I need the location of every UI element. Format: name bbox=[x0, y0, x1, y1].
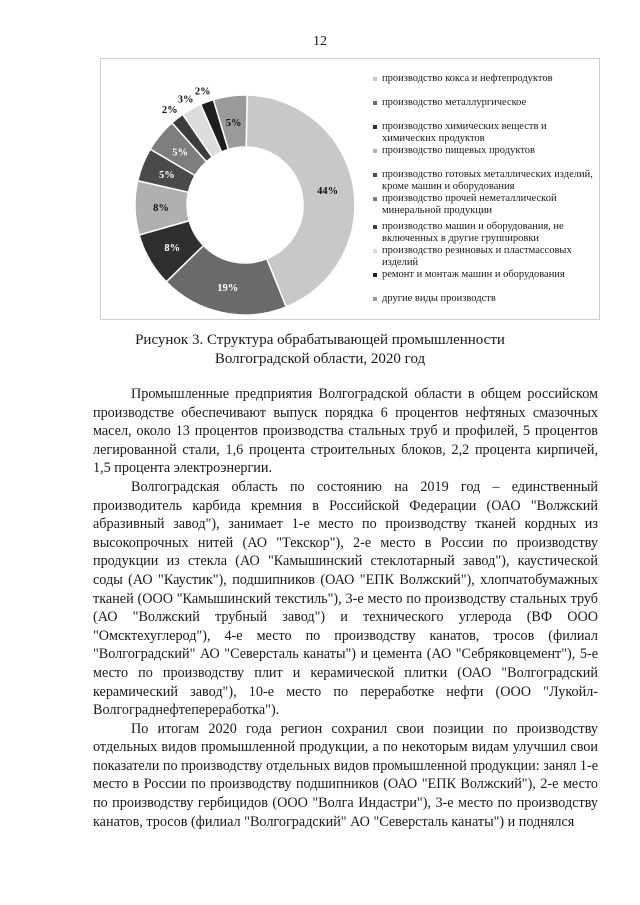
legend-item-9 bbox=[373, 269, 599, 281]
donut-label-4: 8% bbox=[153, 203, 169, 215]
donut-chart bbox=[101, 59, 373, 321]
page-number: 12 bbox=[313, 34, 327, 49]
paragraph-1: Промышленные предприятия Волгоградской области в общем российском производстве обеспечивают выпуск порядка 6 процентов нефтяных смазочных масел, около 13 процентов производства стальных труб и профилей, 5 процентов легированной стали, 1,6 процента строительных блоков, 2,2 процента кирпичей, 1,5 процента электроэнергии. bbox=[93, 386, 598, 477]
legend-item-6 bbox=[373, 193, 599, 217]
caption-line-1: Рисунок 3. Структура обрабатывающей промышленности bbox=[135, 332, 505, 348]
donut-label-5: 5% bbox=[159, 170, 175, 182]
legend-label: производство готовых металлических изделий, кроме машин и оборудования bbox=[382, 169, 593, 192]
legend-swatch bbox=[373, 149, 377, 153]
legend-item-4 bbox=[373, 145, 599, 157]
legend-label: производство резиновых и пластмассовых изделий bbox=[382, 245, 572, 268]
caption-line-2: Волгоградской области, 2020 год bbox=[214, 351, 426, 367]
legend-item-1 bbox=[373, 73, 599, 85]
legend-swatch bbox=[373, 125, 377, 129]
figure-caption bbox=[0, 331, 640, 369]
legend-item-5 bbox=[373, 169, 599, 193]
legend-swatch bbox=[373, 273, 377, 277]
legend-item-10 bbox=[373, 293, 599, 305]
donut-label-3: 8% bbox=[164, 243, 181, 255]
donut-label-10: 5% bbox=[225, 117, 242, 129]
legend-label: другие виды производств bbox=[382, 293, 496, 304]
donut-label-2: 19% bbox=[217, 283, 239, 295]
donut-label-9: 2% bbox=[194, 86, 211, 98]
legend-item-3 bbox=[373, 121, 599, 145]
legend-swatch bbox=[373, 173, 377, 177]
legend-item-8 bbox=[373, 245, 599, 269]
legend-label: производство пищевых продуктов bbox=[382, 145, 535, 156]
donut-label-6: 5% bbox=[172, 147, 189, 159]
donut-label-7: 2% bbox=[161, 104, 178, 116]
legend-swatch bbox=[373, 249, 377, 253]
legend-swatch bbox=[373, 197, 377, 201]
legend-item-2 bbox=[373, 97, 599, 109]
legend-swatch bbox=[373, 297, 377, 301]
donut-label-8: 3% bbox=[177, 94, 194, 106]
legend-swatch bbox=[373, 101, 377, 105]
legend-swatch bbox=[373, 225, 377, 229]
legend-label: производство химических веществ и химических продуктов bbox=[382, 121, 547, 144]
legend-label: производство кокса и нефтепродуктов bbox=[382, 73, 553, 84]
legend-label: производство металлургическое bbox=[382, 97, 527, 108]
legend-label: производство прочей неметаллической минеральной продукции bbox=[382, 193, 557, 216]
body-text bbox=[93, 385, 598, 831]
legend-label: ремонт и монтаж машин и оборудования bbox=[382, 269, 565, 280]
paragraph-3: По итогам 2020 года регион сохранил свои позиции по производству отдельных видов промышленной продукции, а по некоторым видам улучшил свои показатели по производству отдельных видов промышленной продукции: занял 1-е место в России по производству подшипников (ОАО "ЕПК Волжский"), 2-е место по производству гербицидов (ООО "Волга Индастри"), 3-е место по производству канатов, тросов (филиал "Волгоградский" АО "Северсталь канаты") и поднялся bbox=[93, 720, 598, 830]
paragraph-2: Волгоградская область по состоянию на 2019 год – единственный производитель карбида кремния в Российской Федерации (ОАО "Волжский абразивный завод"), занимает 1-е место по производству тканей кордных из высокопрочных нитей (АО "Текскор"), 2-е место в России по производству продукции из стекла (АО "Камышинский стеклотарный завод"), каустической соды (АО "Каустик"), подшипников (ОАО "ЕПК Волжский"), хлопчатобумажных тканей (ООО "Камышинский текстиль"), 3-е место по производству стальных труб (АО "Волжский трубный завод") и технического углерода (ВФ ООО "Омсктехуглерод"), 4-е место по производству канатов, тросов (филиал "Волгоградский" АО "Северсталь канаты") и цемента (АО "Себряковцемент"), 5-е место по производству плит и керамической плитки (ОАО "Волгоградский керамический завод"), 10-е место по переработке нефти (ООО "Лукойл-Волгограднефтепереработка"). bbox=[93, 478, 598, 719]
legend-swatch bbox=[373, 77, 377, 81]
legend-label: производство машин и оборудования, не включенных в другие группировки bbox=[382, 221, 564, 244]
chart-figure bbox=[100, 58, 600, 320]
donut-label-1: 44% bbox=[317, 185, 339, 197]
legend-item-7 bbox=[373, 221, 599, 245]
